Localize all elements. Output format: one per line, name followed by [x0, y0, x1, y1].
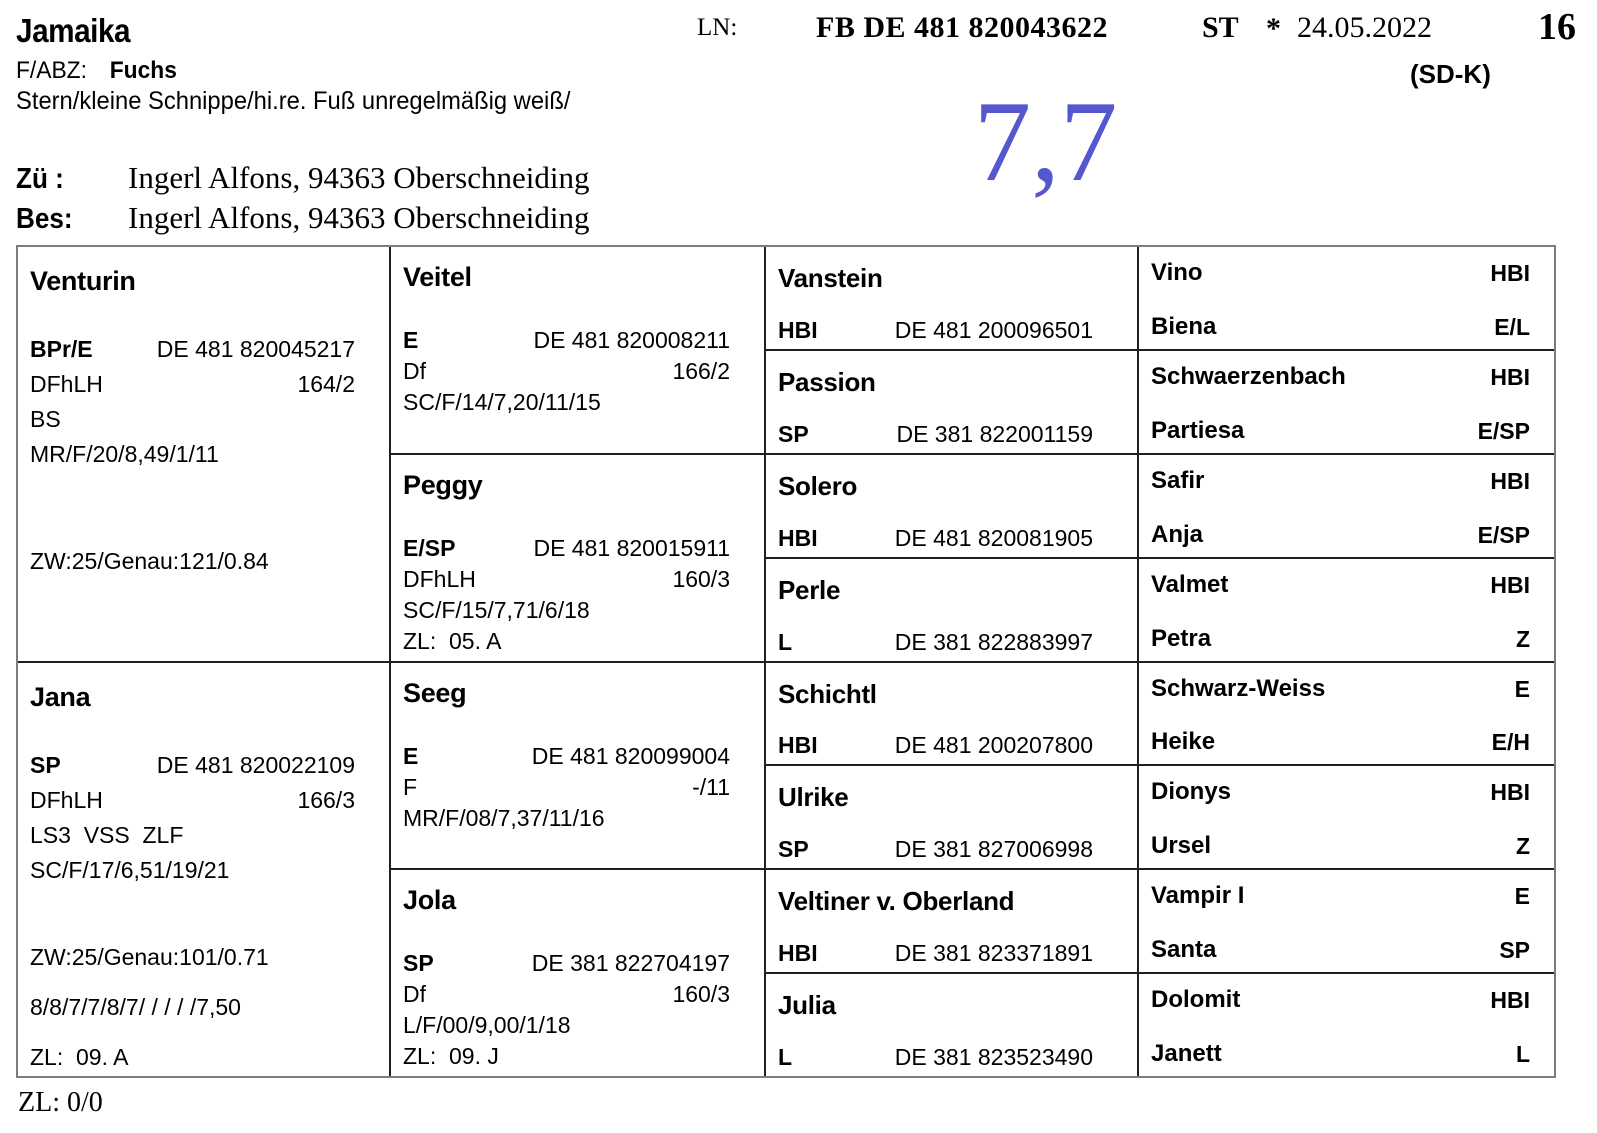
- animal-data: [403, 948, 764, 1072]
- id-value: DE 481 820045217: [156, 336, 355, 362]
- class-label: L: [778, 628, 793, 655]
- class-label: L: [1515, 1041, 1530, 1067]
- id-value: DE 481 820015911: [533, 534, 730, 561]
- pedigree-cell-gen3-1: [766, 351, 1137, 455]
- detail-line: MR/F/20/8,49/1/11: [30, 441, 219, 467]
- class-label: E/L: [1494, 313, 1530, 340]
- owner-value: Ingerl Alfons, 94363 Oberschneiding: [128, 200, 590, 235]
- scores-line: 8/8/7/7/8/7/ / / / /7,50: [30, 993, 241, 1020]
- id-value: DE 481 200096501: [894, 316, 1093, 343]
- id-value: DE 481 820099004: [531, 742, 730, 769]
- pedigree-cell-gen3-0: [766, 247, 1137, 351]
- detail-line: L/F/00/9,00/1/18: [403, 1012, 571, 1039]
- animal-data: [403, 533, 764, 657]
- fabz-label: F/ABZ:: [16, 57, 87, 84]
- pedigree-cell-gen3-6: [766, 870, 1137, 974]
- class-label: HBI: [1490, 467, 1530, 494]
- class-label: HBI: [778, 316, 818, 343]
- class-label: HBI: [778, 732, 818, 759]
- birth-star: *: [1266, 12, 1281, 45]
- pedigree-column-grandparents: [389, 247, 764, 1076]
- class-label: BPr/E: [30, 336, 93, 362]
- pedigree-cell-gen2-1: [391, 455, 764, 663]
- class-label: SP: [778, 836, 809, 863]
- measure-value: 166/2: [672, 358, 730, 384]
- zw-line: ZW:25/Genau:121/0.84: [30, 548, 269, 574]
- animal-data: [30, 748, 389, 888]
- class-label: HBI: [1490, 987, 1530, 1014]
- detail-line: BS: [30, 406, 61, 432]
- animal-name: Biena: [1151, 312, 1217, 340]
- detail-line: MR/F/08/7,37/11/16: [403, 804, 605, 831]
- animal-name: Vanstein: [778, 263, 883, 293]
- id-row: [778, 317, 1137, 343]
- class-label: E/SP: [403, 534, 456, 561]
- class-label: E: [1514, 675, 1530, 702]
- ln-label: LN:: [697, 14, 738, 41]
- animal-name: Valmet: [1151, 570, 1229, 598]
- id-row: [403, 533, 764, 564]
- breeder-label: Zü :: [16, 163, 64, 195]
- class-label: SP: [778, 420, 809, 447]
- class-label: HBI: [1490, 779, 1530, 806]
- detail-line: SC/F/15/7,71/6/18: [403, 596, 590, 623]
- zw-line: ZW:25/Genau:101/0.71: [30, 943, 269, 970]
- pedigree-table: [16, 245, 1556, 1078]
- animal-name: Dolomit: [1151, 986, 1241, 1014]
- id-row: [30, 332, 389, 367]
- animal-name: Partiesa: [1151, 416, 1245, 444]
- id-value: DE 381 822001159: [896, 420, 1093, 447]
- class-label: HBI: [1490, 571, 1530, 598]
- class-label: HBI: [1490, 260, 1530, 286]
- pedigree-cell-gen4-0: [1139, 247, 1554, 351]
- sire-row: [1151, 882, 1530, 910]
- id-value: DE 481 200207800: [894, 732, 1093, 759]
- pedigree-cell-gen3-7: [766, 974, 1137, 1076]
- sire-row: [1151, 778, 1530, 806]
- class-label: HBI: [778, 940, 818, 967]
- id-value: DE 381 823371891: [894, 940, 1093, 967]
- id-row: [778, 629, 1137, 655]
- measure-value: 160/3: [672, 981, 730, 1008]
- zl-line: ZL: 09. A: [30, 1043, 129, 1070]
- score-value: 7,7: [973, 78, 1118, 205]
- studbook-class: (SD-K): [1410, 59, 1491, 89]
- pedigree-column-great-grandparents: [764, 247, 1137, 1076]
- animal-name: Vino: [1151, 259, 1203, 286]
- animal-name: Veitel: [403, 262, 472, 292]
- pedigree-cell-gen2-2: [391, 663, 764, 871]
- markings-text: Stern/kleine Schnippe/hi.re. Fuß unregelmäßig weiß/: [16, 87, 571, 115]
- animal-name: Solero: [778, 470, 858, 501]
- animal-name: Schwaerzenbach: [1151, 362, 1346, 390]
- dam-row: [1151, 832, 1530, 860]
- class-label: E/H: [1491, 729, 1530, 756]
- animal-name: Jola: [403, 885, 456, 916]
- pedigree-cell-gen4-1: [1139, 351, 1554, 455]
- pedigree-cell-gen4-4: [1139, 663, 1554, 767]
- animal-name: Schwarz-Weiss: [1151, 674, 1326, 702]
- id-value: DE 381 827006998: [894, 836, 1093, 863]
- class-label: SP: [403, 950, 434, 977]
- measure-value: -/11: [692, 773, 730, 800]
- id-value: DE 481 820008211: [533, 327, 730, 353]
- pedigree-cell-gen4-2: [1139, 455, 1554, 559]
- id-row: [778, 940, 1137, 966]
- pedigree-cell-gen3-5: [766, 766, 1137, 870]
- measure-label: Df: [403, 981, 426, 1008]
- animal-name: Petra: [1151, 624, 1212, 652]
- animal-name: Janett: [1151, 1040, 1222, 1067]
- pedigree-cell-gen2-3: [391, 870, 764, 1076]
- animal-name: Ursel: [1151, 832, 1212, 860]
- sire-row: [1151, 467, 1530, 495]
- animal-name: Julia: [778, 990, 836, 1021]
- pedigree-cell-gen3-4: [766, 663, 1137, 767]
- measure-label: DFhLH: [30, 786, 103, 813]
- class-label: E: [403, 742, 419, 769]
- measure-label: F: [403, 773, 418, 800]
- pedigree-cell-gen3-2: [766, 455, 1137, 559]
- measure-row: [403, 564, 764, 595]
- class-label: SP: [1499, 937, 1530, 964]
- pedigree-cell-dam: [18, 663, 389, 1077]
- measure-label: Df: [403, 358, 426, 384]
- dam-row: [1151, 625, 1530, 653]
- class-label: E: [403, 327, 419, 353]
- id-value: DE 481 820081905: [894, 524, 1093, 551]
- pedigree-cell-gen4-5: [1139, 766, 1554, 870]
- measure-value: 164/2: [297, 371, 355, 397]
- animal-name: Seeg: [403, 677, 467, 708]
- pedigree-cell-gen2-0: [391, 247, 764, 455]
- sire-row: [1151, 259, 1530, 287]
- pedigree-cell-gen4-6: [1139, 870, 1554, 974]
- measure-label: DFhLH: [403, 565, 476, 592]
- pedigree-cell-gen4-3: [1139, 559, 1554, 663]
- detail-line: LS3 VSS ZLF: [30, 821, 184, 848]
- sire-row: [1151, 675, 1530, 703]
- id-value: DE 381 822704197: [531, 950, 730, 977]
- pedigree-cell-gen4-7: [1139, 974, 1554, 1076]
- class-label: HBI: [778, 524, 818, 551]
- sire-row: [1151, 363, 1530, 391]
- zl-line: ZL: 05. A: [403, 627, 502, 654]
- animal-name: Santa: [1151, 936, 1217, 964]
- animal-name: Passion: [778, 366, 876, 397]
- measure-value: 166/3: [297, 786, 355, 813]
- dam-row: [1151, 728, 1530, 756]
- sire-row: [1151, 571, 1530, 599]
- animal-name: Jana: [30, 681, 91, 712]
- sire-row: [1151, 986, 1530, 1014]
- id-row: [778, 836, 1137, 862]
- id-row: [778, 1044, 1137, 1070]
- dam-row: [1151, 1040, 1530, 1068]
- class-label: Z: [1515, 625, 1530, 652]
- detail-line: SC/F/17/6,51/19/21: [30, 856, 230, 883]
- pedigree-column-great-great-grandparents: [1137, 247, 1554, 1076]
- measure-row: [403, 772, 764, 803]
- class-label: Z: [1515, 833, 1530, 860]
- color-row: [16, 57, 177, 85]
- dam-row: [1151, 417, 1530, 445]
- animal-name: Heike: [1151, 728, 1216, 756]
- id-row: [778, 732, 1137, 758]
- measure-value: 160/3: [672, 565, 730, 592]
- measure-row: [30, 783, 389, 818]
- breeder-value: Ingerl Alfons, 94363 Oberschneiding: [128, 160, 590, 195]
- animal-name: Ulrike: [778, 782, 849, 813]
- id-value: DE 381 823523490: [894, 1044, 1093, 1070]
- animal-name: Perle: [778, 574, 841, 605]
- animal-name: Vampir I: [1151, 882, 1245, 910]
- class-label: E: [1514, 883, 1530, 910]
- class-label: SP: [30, 751, 61, 778]
- id-row: [30, 748, 389, 783]
- st-label: ST: [1202, 11, 1239, 44]
- animal-name: Venturin: [30, 266, 136, 296]
- class-label: L: [778, 1044, 793, 1070]
- owner-label: Bes:: [16, 203, 73, 235]
- birth-date: 24.05.2022: [1297, 11, 1432, 44]
- id-row: [403, 325, 764, 356]
- dam-row: [1151, 936, 1530, 964]
- animal-name: Veltiner v. Oberland: [778, 886, 1015, 917]
- animal-name: Schichtl: [778, 678, 877, 709]
- class-label: E/SP: [1477, 417, 1530, 444]
- measure-row: [403, 356, 764, 387]
- class-label: HBI: [1490, 363, 1530, 390]
- animal-data: [403, 741, 764, 834]
- dam-row: [1151, 313, 1530, 341]
- id-value: DE 381 822883997: [894, 628, 1093, 655]
- pedigree-column-parents: [18, 247, 389, 1076]
- id-row: [778, 421, 1137, 447]
- measure-label: DFhLH: [30, 371, 103, 397]
- animal-name: Jamaika: [16, 12, 131, 49]
- animal-name: Safir: [1151, 466, 1205, 494]
- animal-data: [30, 332, 389, 472]
- id-row: [403, 948, 764, 979]
- herdbook-number: FB DE 481 820043622: [816, 11, 1109, 44]
- detail-line: SC/F/14/7,20/11/15: [403, 389, 601, 415]
- id-row: [778, 525, 1137, 551]
- zl-line: ZL: 09. J: [403, 1043, 499, 1070]
- zl-note: ZL: 0/0: [18, 1087, 103, 1118]
- pedigree-cell-gen3-3: [766, 559, 1137, 663]
- class-label: E/SP: [1477, 521, 1530, 548]
- measure-row: [30, 367, 389, 402]
- id-value: DE 481 820022109: [156, 751, 355, 778]
- pedigree-cell-sire: [18, 247, 389, 663]
- measure-row: [403, 979, 764, 1010]
- animal-name: Peggy: [403, 469, 483, 500]
- color-value: Fuchs: [109, 57, 177, 84]
- page-number: 16: [1538, 6, 1576, 48]
- id-row: [403, 741, 764, 772]
- animal-data: [403, 325, 764, 418]
- animal-name: Dionys: [1151, 778, 1232, 806]
- dam-row: [1151, 521, 1530, 549]
- animal-name: Anja: [1151, 520, 1204, 548]
